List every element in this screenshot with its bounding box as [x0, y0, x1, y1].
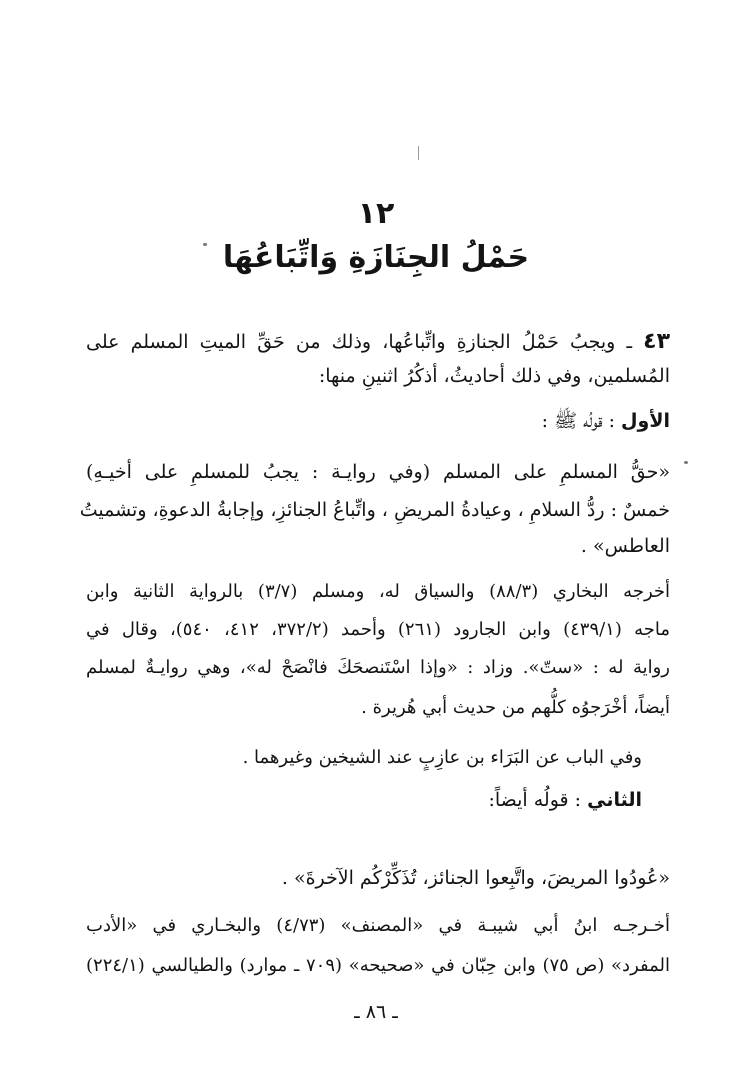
hadith-1-line-1: «حقُّ المسلمِ على المسلم (وفي روايـة : يجبُ للمسلمِ على أخيـهِ): [86, 461, 670, 483]
hadith-1-line-2: خمسٌ : ردُّ السلامِ ، وعيادةُ المريضِ ، واتِّباعُ الجنائزِ، وإجابةُ الدعوةِ، وتشميتُ: [79, 499, 670, 521]
takhrij-2-line-2: المفرد» (ص ٧٥) وابن حِبّان في «صحيحه» (٧٠٩ ـ موارد) والطيالسي (٢٢٤/١): [86, 955, 670, 976]
chapter-title: حَمْلُ الجِنَازَةِ وَاتِّبَاعُهَا: [222, 240, 530, 275]
bab-note: وفي الباب عن البَرَاء بن عازِبٍ عند الشيخين وغيرهما .: [242, 747, 642, 768]
scan-mark: [418, 146, 419, 160]
takhrij-1-line-2: ماجه (٤٣٩/١) وابن الجارود (٢٦١) وأحمد (٣٧٢/٢، ٤١٢، ٥٤٠)، وقال في: [86, 619, 671, 640]
takhrij-1-line-1: أخرجه البخاري (٨٨/٣) والسياق له، ومسلم (٣/٧) بالرواية الثانية وابن: [86, 581, 671, 602]
hadith-2: «عُودُوا المريضَ، واتَّبِعوا الجنائز، تُذَكِّرْكُم الآخرةَ» .: [281, 867, 670, 889]
first-label: الأول: [621, 410, 670, 432]
takhrij-2-line-1: أخـرجـه ابنُ أبي شيبـة في «المصنف» (٤/٧٣) والبخـاري في «الأدب: [86, 915, 671, 936]
chapter-number: ١٢: [357, 196, 395, 231]
hadith-1-line-3: العاطس» .: [580, 535, 670, 557]
first-hadith-intro: [86, 405, 670, 437]
second-hadith-intro: [86, 784, 642, 816]
paragraph-43-line-1: [86, 326, 670, 358]
takhrij-1-line-3: رواية له : «ستّ». وزاد : «وإذا اسْتَنصحَكَ فانْصَحْ له»، وهي روايـةٌ لمسلم: [86, 657, 670, 678]
paragraph-43-line-2: المُسلمين، وفي ذلك أحاديثُ، أذكُرُ اثنينِ منها:: [318, 365, 670, 387]
scan-speck: [684, 461, 688, 464]
paragraph-number: ٤٣: [643, 329, 670, 354]
second-label: الثاني: [587, 789, 642, 811]
page-number: ـ ٨٦ ـ: [354, 1001, 398, 1023]
paragraph-text: ـ ويجبُ حَمْلُ الجنازةِ واتِّباعُها، وذلك من حَقِّ الميتِ المسلم على: [86, 331, 633, 353]
takhrij-1-line-4: أيضاً، أخْرَجوُه كلُّهم من حديث أبي هُريرة .: [361, 697, 670, 718]
first-intro-text: : قولُه ﷺ :: [541, 410, 615, 432]
second-intro-text: : قولُه أيضاً:: [488, 789, 582, 811]
